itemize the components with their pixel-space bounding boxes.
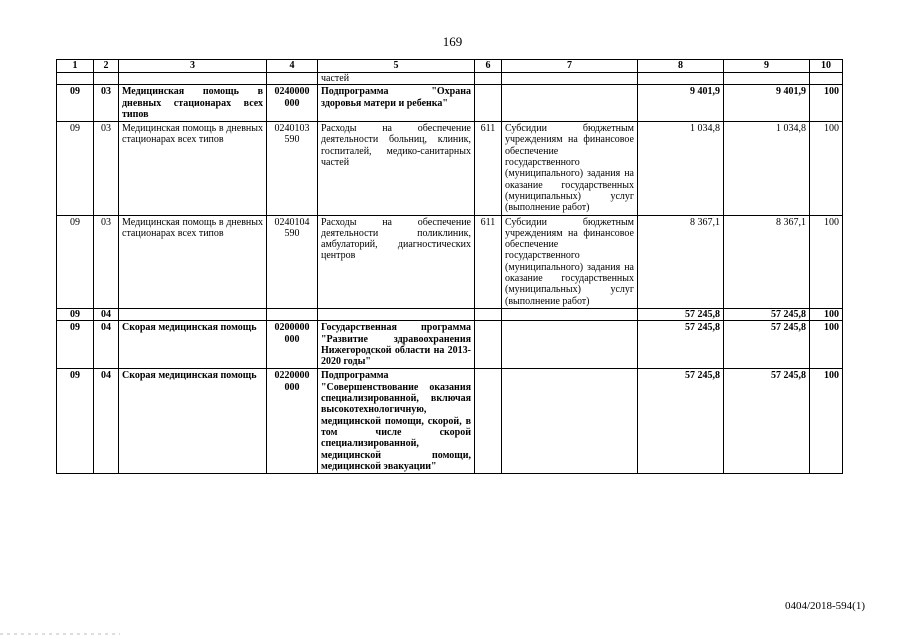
expense-type-cell <box>475 369 502 474</box>
approved-amount-cell: 57 245,8 <box>638 369 724 474</box>
subsection-name-cell: Медицинская помощь в дневных стационарах всех типов <box>119 215 267 308</box>
column-header-3: 3 <box>119 60 267 73</box>
table-row <box>57 73 843 85</box>
header-row <box>57 60 843 73</box>
subsection-name-cell: Медицинская помощь в дневных стационарах всех типов <box>119 85 267 122</box>
executed-amount-cell: 57 245,8 <box>724 369 810 474</box>
expense-type-cell <box>475 308 502 320</box>
program-code-cell: 0240000 000 <box>267 85 318 122</box>
approved-amount-cell: 9 401,9 <box>638 85 724 122</box>
subsection-name-cell: Медицинская помощь в дневных стационарах всех типов <box>119 122 267 215</box>
section-cell <box>57 73 94 85</box>
percent-cell <box>810 73 843 85</box>
subsection-cell <box>94 73 119 85</box>
section-cell: 09 <box>57 122 94 215</box>
column-header-10: 10 <box>810 60 843 73</box>
column-header-2: 2 <box>94 60 119 73</box>
program-name-cell: Подпрограмма "Охрана здоровья матери и ребенка" <box>318 85 475 122</box>
program-name-cell: Расходы на обеспечение деятельности поликлиник, амбулаторий, диагностических центров <box>318 215 475 308</box>
program-code-cell <box>267 308 318 320</box>
column-header-8: 8 <box>638 60 724 73</box>
subsection-cell: 03 <box>94 215 119 308</box>
percent-cell: 100 <box>810 369 843 474</box>
subsection-name-cell: Скорая медицинская помощь <box>119 369 267 474</box>
executed-amount-cell <box>724 73 810 85</box>
section-cell: 09 <box>57 85 94 122</box>
expense-type-name-cell <box>502 321 638 369</box>
section-cell: 09 <box>57 321 94 369</box>
column-header-7: 7 <box>502 60 638 73</box>
page-number: 169 <box>442 34 463 49</box>
table-row <box>57 85 843 122</box>
program-name-cell: Расходы на обеспечение деятельности больниц, клиник, госпиталей, медико-санитарных частей <box>318 122 475 215</box>
budget-table <box>56 59 843 474</box>
expense-type-cell <box>475 321 502 369</box>
scan-edge-marks <box>0 632 905 636</box>
expense-type-name-cell <box>502 369 638 474</box>
percent-cell: 100 <box>810 308 843 320</box>
column-header-5: 5 <box>318 60 475 73</box>
executed-amount-cell: 57 245,8 <box>724 308 810 320</box>
approved-amount-cell: 8 367,1 <box>638 215 724 308</box>
approved-amount-cell: 57 245,8 <box>638 321 724 369</box>
column-header-9: 9 <box>724 60 810 73</box>
executed-amount-cell: 57 245,8 <box>724 321 810 369</box>
program-name-cell <box>318 308 475 320</box>
expense-type-cell: 611 <box>475 122 502 215</box>
subsection-cell: 04 <box>94 321 119 369</box>
executed-amount-cell: 9 401,9 <box>724 85 810 122</box>
executed-amount-cell: 1 034,8 <box>724 122 810 215</box>
expense-type-name-cell <box>502 85 638 122</box>
column-header-4: 4 <box>267 60 318 73</box>
expense-type-cell: 611 <box>475 215 502 308</box>
table-row <box>57 215 843 308</box>
subsection-cell: 04 <box>94 308 119 320</box>
program-code-cell: 0220000 000 <box>267 369 318 474</box>
table-row <box>57 369 843 474</box>
program-code-cell: 0200000 000 <box>267 321 318 369</box>
expense-type-name-cell: Субсидии бюджетным учреждениям на финансовое обеспечение государственного (муниципального) задания на оказание государственных (муниципальных) услуг (выполнение работ) <box>502 122 638 215</box>
program-name-cell: Подпрограмма "Совершенствование оказания специализированной, включая высокотехнологичную, медицинской помощи, скорой, в том числе скорой специализированной, медицинской помощи, медицинской эвакуации" <box>318 369 475 474</box>
subsection-cell: 04 <box>94 369 119 474</box>
executed-amount-cell: 8 367,1 <box>724 215 810 308</box>
subsection-name-cell <box>119 73 267 85</box>
subsection-name-cell <box>119 308 267 320</box>
program-name-cell: Государственная программа "Развитие здравоохранения Нижегородской области на 2013-2020 годы" <box>318 321 475 369</box>
column-header-1: 1 <box>57 60 94 73</box>
section-cell: 09 <box>57 369 94 474</box>
percent-cell: 100 <box>810 122 843 215</box>
program-code-cell: 0240104 590 <box>267 215 318 308</box>
program-code-cell <box>267 73 318 85</box>
section-cell: 09 <box>57 308 94 320</box>
table-row <box>57 122 843 215</box>
expense-type-cell <box>475 73 502 85</box>
column-header-6: 6 <box>475 60 502 73</box>
expense-type-name-cell: Субсидии бюджетным учреждениям на финансовое обеспечение государственного (муниципального) задания на оказание государственных (муниципальных) услуг (выполнение работ) <box>502 215 638 308</box>
table-row <box>57 321 843 369</box>
subsection-cell: 03 <box>94 122 119 215</box>
program-name-cell: частей <box>318 73 475 85</box>
subsection-cell: 03 <box>94 85 119 122</box>
percent-cell: 100 <box>810 85 843 122</box>
expense-type-name-cell <box>502 73 638 85</box>
approved-amount-cell: 1 034,8 <box>638 122 724 215</box>
expense-type-cell <box>475 85 502 122</box>
program-code-cell: 0240103 590 <box>267 122 318 215</box>
document-code: 0404/2018-594(1) <box>784 600 865 612</box>
subsection-name-cell: Скорая медицинская помощь <box>119 321 267 369</box>
expense-type-name-cell <box>502 308 638 320</box>
approved-amount-cell: 57 245,8 <box>638 308 724 320</box>
percent-cell: 100 <box>810 321 843 369</box>
approved-amount-cell <box>638 73 724 85</box>
table-row <box>57 308 843 320</box>
section-cell: 09 <box>57 215 94 308</box>
percent-cell: 100 <box>810 215 843 308</box>
